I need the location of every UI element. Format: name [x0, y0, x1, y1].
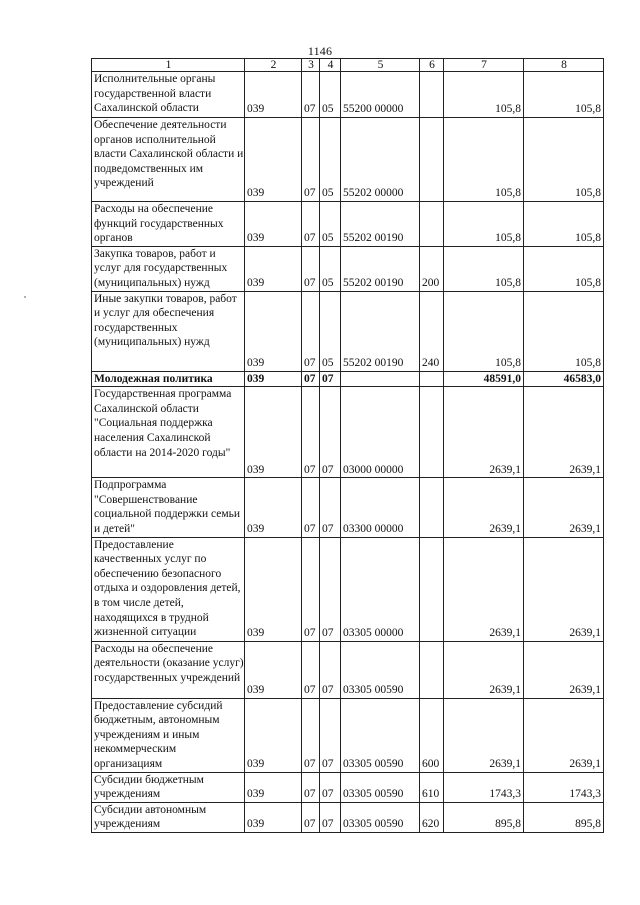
table-row: [92, 246, 604, 291]
cell-amount-year-2: 105,8: [524, 246, 604, 291]
cell-subsection: 07: [320, 387, 341, 478]
cell-section: 07: [302, 202, 320, 247]
table-row: [92, 537, 604, 641]
table-body: [92, 72, 604, 833]
cell-amount-year-2: 105,8: [524, 202, 604, 247]
table-row: [92, 118, 604, 202]
cell-code: 039: [245, 291, 302, 371]
cell-subsection: 07: [320, 641, 341, 698]
cell-name: Расходы на обеспечение функций государственных органов: [92, 202, 245, 247]
scan-speck: [24, 296, 26, 298]
column-header: 5: [341, 59, 420, 72]
table-row: [92, 802, 604, 832]
cell-expense-type: 240: [420, 291, 444, 371]
cell-expense-type: [420, 72, 444, 118]
cell-expense-type: [420, 202, 444, 247]
cell-target-article: 55200 00000: [341, 72, 420, 118]
cell-expense-type: 600: [420, 698, 444, 772]
cell-target-article: 55202 00190: [341, 291, 420, 371]
cell-section: 07: [302, 72, 320, 118]
cell-subsection: 07: [320, 537, 341, 641]
cell-amount-year-2: 2639,1: [524, 537, 604, 641]
cell-name: Предоставление субсидий бюджетным, автономным учреждениям и иным некоммерческим организациям: [92, 698, 245, 772]
column-header: 8: [524, 59, 604, 72]
cell-name: Закупка товаров, работ и услуг для государственных (муниципальных) нужд: [92, 246, 245, 291]
cell-amount-year-1: 105,8: [444, 118, 524, 202]
cell-amount-year-2: 2639,1: [524, 478, 604, 537]
cell-section: 07: [302, 772, 320, 802]
cell-section: 07: [302, 537, 320, 641]
cell-name: Молодежная политика: [92, 371, 245, 387]
cell-name: Государственная программа Сахалинской области "Социальная поддержка населения Сахалинской области на 2014-2020 годы": [92, 387, 245, 478]
cell-section: 07: [302, 118, 320, 202]
table-row: [92, 371, 604, 387]
cell-code: 039: [245, 641, 302, 698]
cell-expense-type: [420, 641, 444, 698]
cell-amount-year-2: 46583,0: [524, 371, 604, 387]
cell-code: 039: [245, 118, 302, 202]
cell-amount-year-1: 1743,3: [444, 772, 524, 802]
cell-amount-year-1: 2639,1: [444, 698, 524, 772]
cell-amount-year-2: 105,8: [524, 72, 604, 118]
cell-code: 039: [245, 387, 302, 478]
cell-subsection: 07: [320, 371, 341, 387]
column-header: 3: [302, 59, 320, 72]
cell-amount-year-1: 2639,1: [444, 478, 524, 537]
column-header: 4: [320, 59, 341, 72]
cell-expense-type: [420, 371, 444, 387]
cell-amount-year-2: 2639,1: [524, 387, 604, 478]
cell-code: 039: [245, 772, 302, 802]
table-row: [92, 72, 604, 118]
cell-expense-type: 620: [420, 802, 444, 832]
cell-name: Предоставление качественных услуг по обеспечению безопасного отдыха и оздоровления детей, в том числе детей, находящихся в трудной жизненной ситуации: [92, 537, 245, 641]
cell-subsection: 07: [320, 478, 341, 537]
cell-target-article: 03305 00590: [341, 641, 420, 698]
cell-subsection: 05: [320, 72, 341, 118]
cell-section: 07: [302, 387, 320, 478]
budget-table: [91, 58, 604, 833]
cell-section: 07: [302, 371, 320, 387]
cell-expense-type: [420, 118, 444, 202]
cell-subsection: 07: [320, 802, 341, 832]
cell-name: Субсидии автономным учреждениям: [92, 802, 245, 832]
cell-code: 039: [245, 698, 302, 772]
cell-code: 039: [245, 478, 302, 537]
cell-section: 07: [302, 641, 320, 698]
cell-section: 07: [302, 291, 320, 371]
cell-name: Исполнительные органы государственной власти Сахалинской области: [92, 72, 245, 118]
table-row: [92, 291, 604, 371]
cell-name: Расходы на обеспечение деятельности (оказание услуг) государственных учреждений: [92, 641, 245, 698]
cell-code: 039: [245, 202, 302, 247]
cell-section: 07: [302, 802, 320, 832]
cell-target-article: [341, 371, 420, 387]
cell-subsection: 05: [320, 246, 341, 291]
page-number: 1146: [307, 44, 333, 58]
cell-target-article: 03305 00590: [341, 772, 420, 802]
cell-subsection: 07: [320, 698, 341, 772]
cell-amount-year-1: 2639,1: [444, 537, 524, 641]
cell-section: 07: [302, 698, 320, 772]
table-row: [92, 772, 604, 802]
column-header: 7: [444, 59, 524, 72]
cell-amount-year-1: 2639,1: [444, 387, 524, 478]
cell-section: 07: [302, 478, 320, 537]
cell-section: 07: [302, 246, 320, 291]
cell-name: Субсидии бюджетным учреждениям: [92, 772, 245, 802]
cell-code: 039: [245, 537, 302, 641]
cell-code: 039: [245, 72, 302, 118]
cell-target-article: 03305 00590: [341, 698, 420, 772]
cell-amount-year-2: 895,8: [524, 802, 604, 832]
column-header: 1: [92, 59, 245, 72]
cell-name: Иные закупки товаров, работ и услуг для обеспечения государственных (муниципальных) нужд: [92, 291, 245, 371]
cell-subsection: 05: [320, 118, 341, 202]
cell-amount-year-2: 105,8: [524, 291, 604, 371]
table-row: [92, 202, 604, 247]
cell-code: 039: [245, 371, 302, 387]
cell-target-article: 03305 00590: [341, 802, 420, 832]
cell-expense-type: 610: [420, 772, 444, 802]
cell-expense-type: [420, 387, 444, 478]
cell-amount-year-2: 2639,1: [524, 698, 604, 772]
cell-code: 039: [245, 802, 302, 832]
cell-target-article: 03300 00000: [341, 478, 420, 537]
cell-expense-type: 200: [420, 246, 444, 291]
cell-target-article: 55202 00190: [341, 246, 420, 291]
table-row: [92, 698, 604, 772]
table-row: [92, 387, 604, 478]
cell-amount-year-1: 2639,1: [444, 641, 524, 698]
cell-code: 039: [245, 246, 302, 291]
cell-amount-year-1: 895,8: [444, 802, 524, 832]
cell-expense-type: [420, 537, 444, 641]
cell-amount-year-1: 105,8: [444, 202, 524, 247]
cell-subsection: 05: [320, 291, 341, 371]
cell-name: Подпрограмма "Совершенствование социальной поддержки семьи и детей": [92, 478, 245, 537]
cell-target-article: 03000 00000: [341, 387, 420, 478]
cell-amount-year-1: 105,8: [444, 72, 524, 118]
cell-target-article: 03305 00000: [341, 537, 420, 641]
table-row: [92, 641, 604, 698]
cell-subsection: 07: [320, 772, 341, 802]
header-row: [92, 59, 604, 72]
cell-amount-year-1: 105,8: [444, 291, 524, 371]
cell-target-article: 55202 00190: [341, 202, 420, 247]
cell-subsection: 05: [320, 202, 341, 247]
column-header: 2: [245, 59, 302, 72]
cell-name: Обеспечение деятельности органов исполнительной власти Сахалинской области и подведомственных им учреждений: [92, 118, 245, 202]
cell-target-article: 55202 00000: [341, 118, 420, 202]
cell-amount-year-2: 1743,3: [524, 772, 604, 802]
cell-amount-year-1: 48591,0: [444, 371, 524, 387]
cell-amount-year-2: 2639,1: [524, 641, 604, 698]
column-header: 6: [420, 59, 444, 72]
cell-expense-type: [420, 478, 444, 537]
cell-amount-year-2: 105,8: [524, 118, 604, 202]
table-row: [92, 478, 604, 537]
cell-amount-year-1: 105,8: [444, 246, 524, 291]
